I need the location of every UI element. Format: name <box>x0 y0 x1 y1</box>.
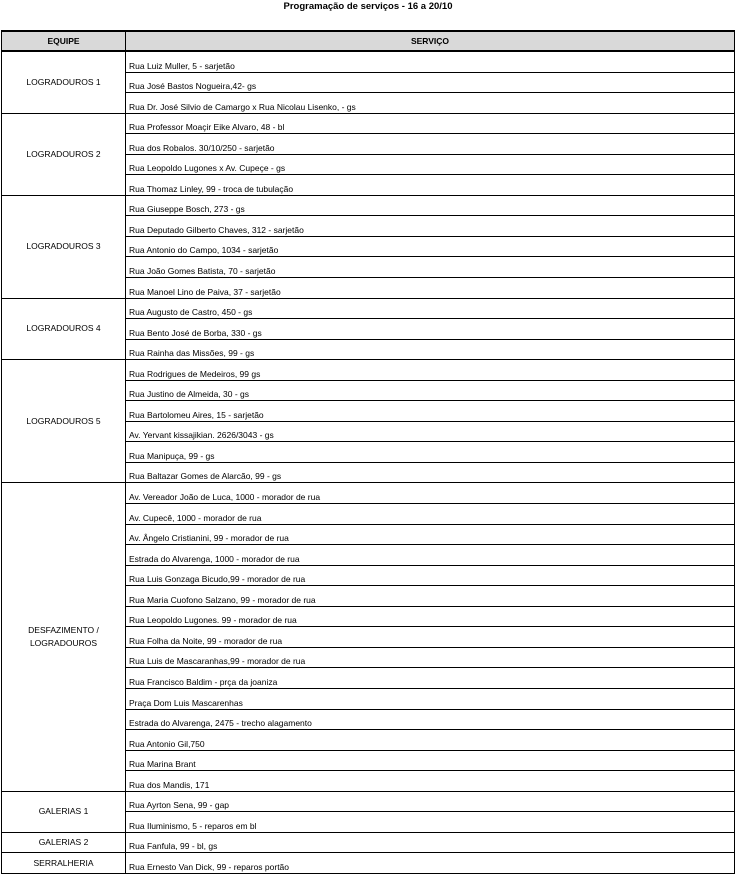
service-cell: Rua José Bastos Nogueira,42- gs <box>126 72 735 93</box>
header-equipe: EQUIPE <box>2 31 126 51</box>
table-row <box>2 853 735 874</box>
service-cell: Rua Antonio Gil,750 <box>126 730 735 751</box>
team-cell <box>2 113 126 195</box>
service-cell: Rua João Gomes Batista, 70 - sarjetão <box>126 257 735 278</box>
service-cell: Rua Leopoldo Lugones x Av. Cupeçe - gs <box>126 154 735 175</box>
service-cell: Estrada do Alvarenga, 2475 - trecho alagamento <box>126 709 735 730</box>
table-row <box>2 298 735 319</box>
service-cell: Rua Luis de Mascaranhas,99 - morador de rua <box>126 647 735 668</box>
table-row <box>2 483 735 504</box>
service-cell: Rua Ayrton Sena, 99 - gap <box>126 791 735 812</box>
service-cell: Rua Luis Gonzaga Bicudo,99 - morador de rua <box>126 565 735 586</box>
service-cell: Rua Thomaz Linley, 99 - troca de tubulação <box>126 175 735 196</box>
table-header-row <box>2 31 735 51</box>
service-cell: Rua Giuseppe Bosch, 273 - gs <box>126 195 735 216</box>
service-cell: Rua Antonio do Campo, 1034 - sarjetão <box>126 236 735 257</box>
service-cell: Rua Fanfula, 99 - bl, gs <box>126 832 735 853</box>
team-cell <box>2 832 126 853</box>
header-servico: SERVIÇO <box>126 31 735 51</box>
service-cell: Rua Iluminismo, 5 - reparos em bl <box>126 812 735 833</box>
service-cell: Rua Luiz Muller, 5 - sarjetão <box>126 51 735 72</box>
service-cell: Av. Ângelo Cristianini, 99 - morador de rua <box>126 524 735 545</box>
service-cell: Av. Vereador João de Luca, 1000 - morador de rua <box>126 483 735 504</box>
service-cell: Rua Rainha das Missões, 99 - gs <box>126 339 735 360</box>
service-cell: Rua Baltazar Gomes de Alarcão, 99 - gs <box>126 462 735 483</box>
team-cell <box>2 483 126 791</box>
service-cell: Rua Justino de Almeida, 30 - gs <box>126 380 735 401</box>
table-row <box>2 360 735 381</box>
table-row <box>2 791 735 812</box>
table-row <box>2 195 735 216</box>
table-row <box>2 113 735 134</box>
team-cell <box>2 298 126 360</box>
service-cell: Rua Manoel Lino de Paiva, 37 - sarjetão <box>126 278 735 299</box>
team-name: LOGRADOUROS 3 <box>26 241 101 252</box>
team-name: GALERIAS 1 <box>38 806 89 817</box>
service-cell: Rua Maria Cuofono Salzano, 99 - morador de rua <box>126 586 735 607</box>
document-title: Programação de serviços - 16 a 20/10 <box>283 1 453 12</box>
service-cell: Rua Deputado Gilberto Chaves, 312 - sarjetão <box>126 216 735 237</box>
team-cell <box>2 51 126 113</box>
service-cell: Rua Augusto de Castro, 450 - gs <box>126 298 735 319</box>
team-name: DESFAZIMENTO / LOGRADOUROS <box>28 625 99 649</box>
service-cell: Rua Manipuça, 99 - gs <box>126 442 735 463</box>
team-name: SERRALHERIA <box>33 857 94 868</box>
service-cell: Rua Rodrigues de Medeiros, 99 gs <box>126 360 735 381</box>
service-cell: Rua dos Robalos. 30/10/250 - sarjetão <box>126 134 735 155</box>
service-cell: Rua Folha da Noite, 99 - morador de rua <box>126 627 735 648</box>
team-name: LOGRADOUROS 5 <box>26 415 101 426</box>
service-cell: Rua Ernesto Van Dick, 99 - reparos portão <box>126 853 735 874</box>
team-name: LOGRADOUROS 2 <box>26 148 101 159</box>
service-cell: Estrada do Alvarenga, 1000 - morador de rua <box>126 545 735 566</box>
service-cell: Rua Professor Moaçir Eike Alvaro, 48 - bl <box>126 113 735 134</box>
service-cell: Praça Dom Luis Mascarenhas <box>126 688 735 709</box>
services-table <box>1 30 735 874</box>
table-row <box>2 51 735 72</box>
service-cell: Av. Cupecê, 1000 - morador de rua <box>126 504 735 525</box>
team-cell <box>2 195 126 298</box>
service-cell: Rua Dr. José Silvio de Camargo x Rua Nicolau Lisenko, - gs <box>126 93 735 114</box>
service-cell: Rua dos Mandis, 171 <box>126 771 735 792</box>
team-name: GALERIAS 2 <box>38 837 89 848</box>
table-body <box>2 51 735 873</box>
service-cell: Rua Bento José de Borba, 330 - gs <box>126 319 735 340</box>
team-cell <box>2 853 126 874</box>
service-cell: Rua Francisco Baldim - prça da joaniza <box>126 668 735 689</box>
service-cell: Av. Yervant kissajikian. 2626/3043 - gs <box>126 421 735 442</box>
team-cell <box>2 360 126 483</box>
table-row <box>2 832 735 853</box>
team-name: LOGRADOUROS 1 <box>26 76 101 87</box>
team-cell <box>2 791 126 832</box>
service-cell: Rua Marina Brant <box>126 750 735 771</box>
service-cell: Rua Leopoldo Lugones. 99 - morador de rua <box>126 606 735 627</box>
service-cell: Rua Bartolomeu Aires, 15 - sarjetão <box>126 401 735 422</box>
team-name: LOGRADOUROS 4 <box>26 323 101 334</box>
